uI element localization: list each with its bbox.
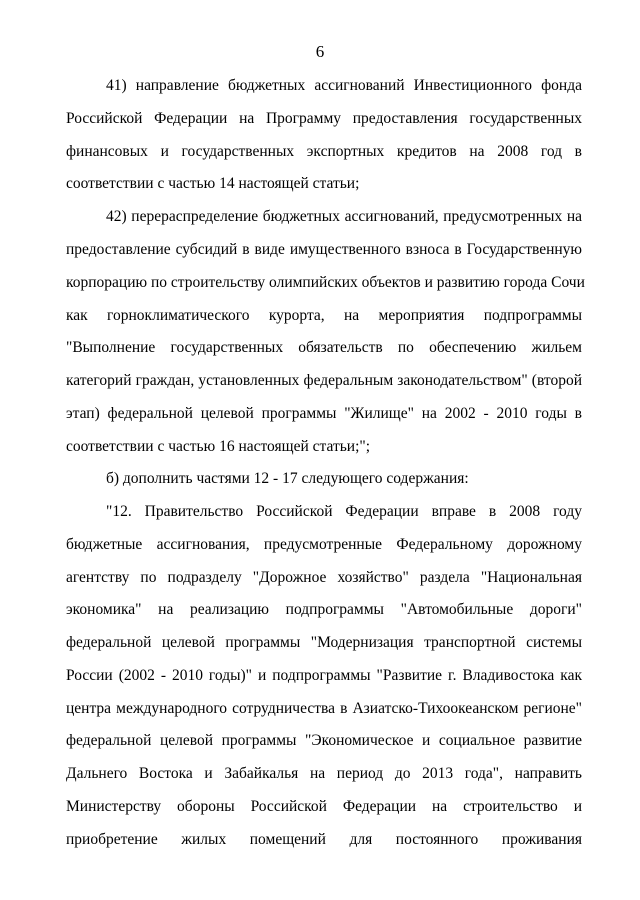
text-line: этап) федеральной целевой программы "Жилище" на 2002 - 2010 годы в: [66, 405, 582, 422]
text-line: соответствии с частью 14 настоящей статьи;: [66, 175, 360, 192]
text-line: агентству по подразделу "Дорожное хозяйство" раздела "Национальная: [66, 569, 582, 586]
text-line: Министерству обороны Российской Федерации на строительство и: [66, 798, 582, 815]
text-line: Дальнего Востока и Забайкалья на период до 2013 года", направить: [66, 765, 582, 782]
text-line: как горноклиматического курорта, на мероприятия подпрограммы: [66, 307, 582, 324]
text-line: категорий граждан, установленных федеральным законодательством" (второй: [66, 372, 582, 389]
text-line: "12. Правительство Российской Федерации вправе в 2008 году: [106, 503, 582, 520]
text-line: центра международного сотрудничества в Азиатско-Тихоокеанском регионе": [66, 700, 582, 717]
text-line: приобретение жилых помещений для постоянного проживания: [66, 831, 582, 848]
text-line: федеральной целевой программы "Экономическое и социальное развитие: [66, 732, 582, 749]
text-line: корпорацию по строительству олимпийских объектов и развитию города Сочи: [66, 274, 585, 291]
text-line: 41) направление бюджетных ассигнований Инвестиционного фонда: [106, 77, 582, 94]
text-line: 42) перераспределение бюджетных ассигнований, предусмотренных на: [106, 208, 582, 225]
text-line: федеральной целевой программы "Модернизация транспортной системы: [66, 634, 582, 651]
text-line: экономика" на реализацию подпрограммы "Автомобильные дороги": [66, 601, 582, 618]
text-line: предоставление субсидий в виде имущественного взноса в Государственную: [66, 241, 582, 258]
text-line: бюджетные ассигнования, предусмотренные Федеральному дорожному: [66, 536, 582, 553]
text-line: б) дополнить частями 12 - 17 следующего содержания:: [106, 470, 469, 487]
text-line: "Выполнение государственных обязательств по обеспечению жильем: [66, 339, 582, 356]
text-line: финансовых и государственных экспортных кредитов на 2008 год в: [66, 143, 582, 160]
text-line: России (2002 - 2010 годы)" и подпрограммы "Развитие г. Владивостока как: [66, 667, 582, 684]
text-line: соответствии с частью 16 настоящей статьи;";: [66, 438, 371, 455]
page-number: 6: [315, 42, 325, 61]
text-line: Российской Федерации на Программу предоставления государственных: [66, 110, 582, 127]
